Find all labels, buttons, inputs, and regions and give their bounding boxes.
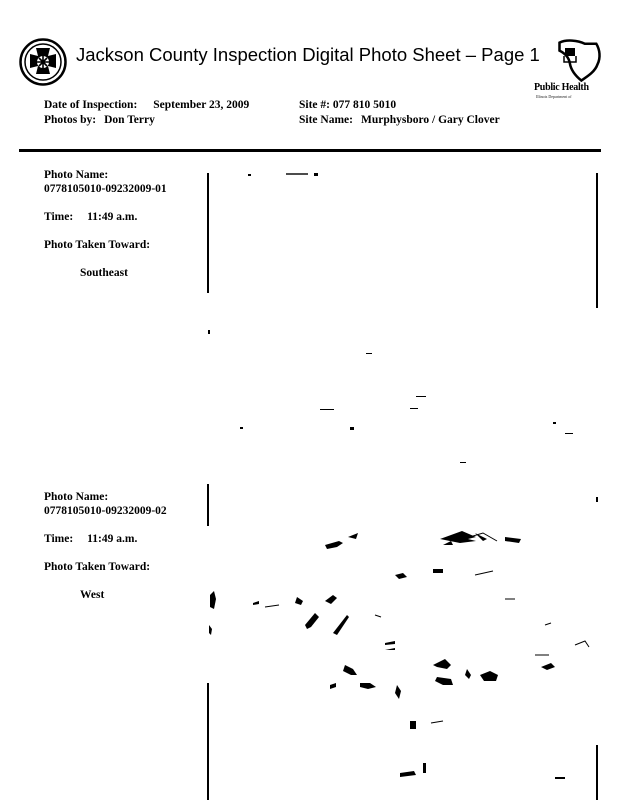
site-number-label: Site #: bbox=[299, 99, 330, 111]
date-value: September 23, 2009 bbox=[153, 99, 250, 111]
photo-2-name-label: Photo Name: bbox=[44, 491, 109, 503]
photo-1-image bbox=[210, 165, 596, 465]
date-label: Date of Inspection: bbox=[44, 99, 138, 111]
photo-1-name-label: Photo Name: bbox=[44, 169, 109, 181]
site-name-label: Site Name: bbox=[299, 114, 353, 126]
site-number-value: 077 810 5010 bbox=[332, 99, 397, 111]
photos-by-label: Photos by: bbox=[44, 114, 97, 126]
inspection-date-line bbox=[44, 99, 249, 111]
photo-2-name-value: 0778105010-09232009-02 bbox=[44, 505, 167, 517]
site-name-value: Murphysboro / Gary Clover bbox=[360, 114, 500, 126]
photos-by-value: Don Terry bbox=[104, 114, 155, 126]
site-number-line bbox=[299, 99, 396, 111]
photo-1-left-border bbox=[207, 173, 209, 293]
photo-2-toward-value: West bbox=[80, 589, 105, 601]
photo-1-time-label: Time: bbox=[44, 211, 74, 223]
photo-1-toward-value: Southeast bbox=[80, 267, 128, 279]
photo-2-time-line bbox=[44, 533, 137, 545]
photo-2-toward-label: Photo Taken Toward: bbox=[44, 561, 151, 573]
header-divider bbox=[19, 149, 601, 152]
photo-2-time-value: 11:49 a.m. bbox=[87, 533, 138, 545]
photo-2-right-border-mark bbox=[596, 497, 598, 502]
photo-1-toward-label: Photo Taken Toward: bbox=[44, 239, 151, 251]
page-title: Jackson County Inspection Digital Photo Sheet – Page 1 bbox=[76, 44, 540, 65]
photographer-line bbox=[44, 114, 155, 126]
photo-1-name-value: 0778105010-09232009-01 bbox=[44, 183, 167, 195]
site-name-line bbox=[299, 114, 500, 126]
photo-2-image bbox=[205, 515, 600, 800]
agency-name: Public Health bbox=[534, 82, 589, 93]
photo-1-right-border bbox=[596, 173, 598, 308]
photo-1-time-value: 11:49 a.m. bbox=[87, 211, 138, 223]
fire-department-emblem-icon bbox=[19, 38, 67, 86]
photo-2-time-label: Time: bbox=[44, 533, 74, 545]
agency-subtitle: Illinois Department of bbox=[536, 94, 572, 99]
photo-1-time-line bbox=[44, 211, 137, 223]
